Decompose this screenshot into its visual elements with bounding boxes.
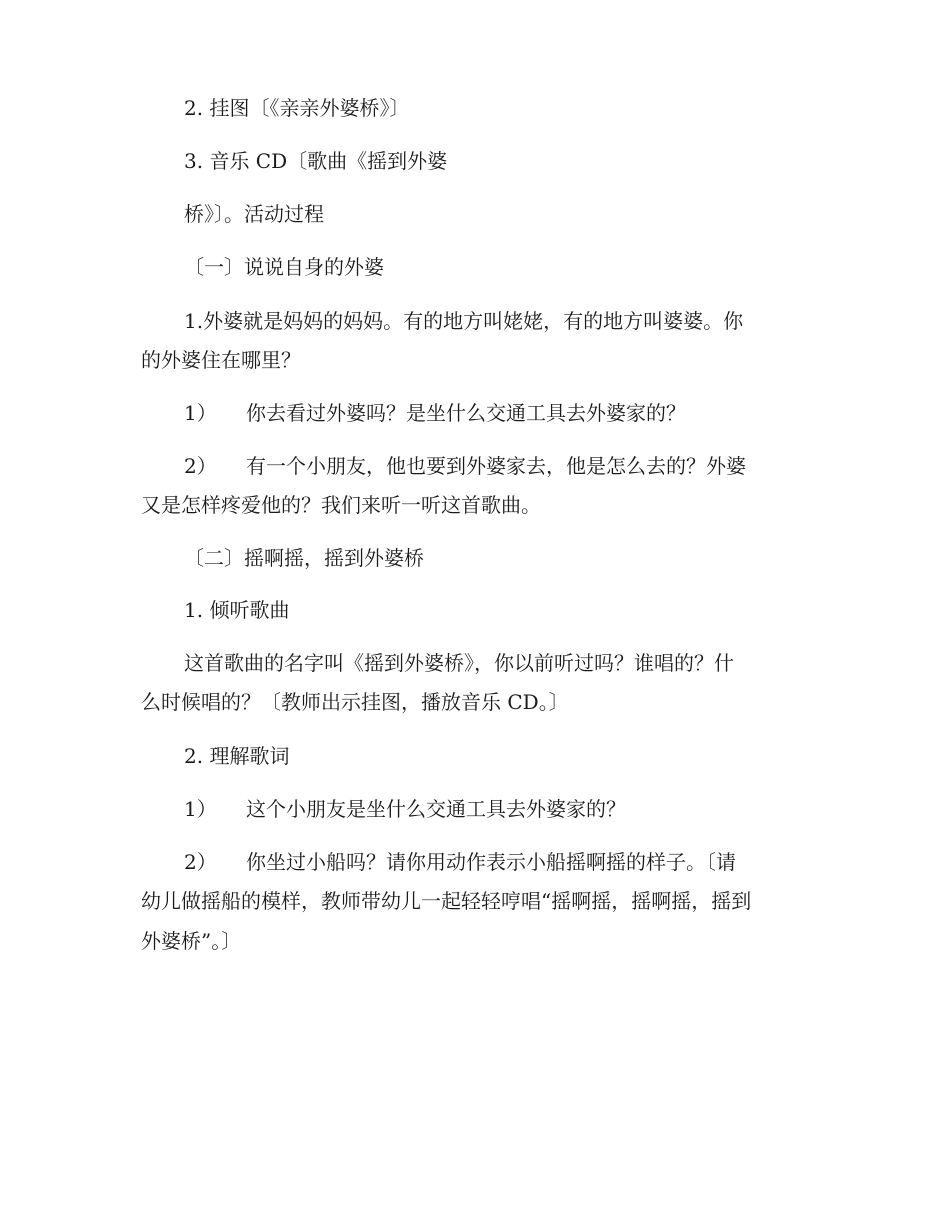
section-2-question-1 <box>184 797 626 821</box>
question-text: 你去看过外婆吗？是坐什么交通工具去外婆家的？ <box>246 401 686 425</box>
section-1-question-2-cont: 又是怎样疼爱他的？我们来听一听这首歌曲。 <box>141 493 541 517</box>
question-number: 1） <box>184 401 217 425</box>
section-2-subheading-2: 2. 理解歌词 <box>184 744 290 768</box>
question-text: 这个小朋友是坐什么交通工具去外婆家的？ <box>246 797 626 821</box>
section-1-question-2 <box>184 454 746 478</box>
question-number: 2） <box>184 850 217 874</box>
question-number: 2） <box>184 454 217 478</box>
section-2-heading: 〔二〕摇啊摇，摇到外婆桥 <box>184 546 424 570</box>
question-number: 1） <box>184 797 217 821</box>
section-2-subheading-1: 1. 倾听歌曲 <box>184 598 290 622</box>
section-1-paragraph-1: 1.外婆就是妈妈的妈妈。有的地方叫姥姥，有的地方叫婆婆。你 <box>184 309 744 333</box>
section-1-paragraph-1-cont: 的外婆住在哪里？ <box>141 348 301 372</box>
section-2-question-2-cont-2: 外婆桥”。〕 <box>141 929 242 953</box>
section-2-paragraph: 这首歌曲的名字叫《摇到外婆桥》，你以前听过吗？谁唱的？什 <box>184 651 734 675</box>
materials-item-3: 3. 音乐 CD〔歌曲《摇到外婆 <box>184 149 448 173</box>
question-text: 有一个小朋友，他也要到外婆家去，他是怎么去的？外婆 <box>246 454 746 478</box>
materials-item-2: 2. 挂图〔《亲亲外婆桥》〕 <box>184 96 410 120</box>
section-2-question-2-cont: 幼儿做摇船的模样，教师带幼儿一起轻轻哼唱“摇啊摇，摇啊摇，摇到 <box>141 889 752 913</box>
section-1-question-1 <box>184 401 686 425</box>
section-2-paragraph-cont: 么时候唱的？〔教师出示挂图，播放音乐 CD。〕 <box>141 690 569 714</box>
section-2-question-2 <box>184 850 736 874</box>
materials-item-3-cont: 桥》〕。活动过程 <box>184 202 324 226</box>
section-1-heading: 〔一〕说说自身的外婆 <box>184 255 384 279</box>
question-text: 你坐过小船吗？请你用动作表示小船摇啊摇的样子。〔请 <box>246 850 736 874</box>
